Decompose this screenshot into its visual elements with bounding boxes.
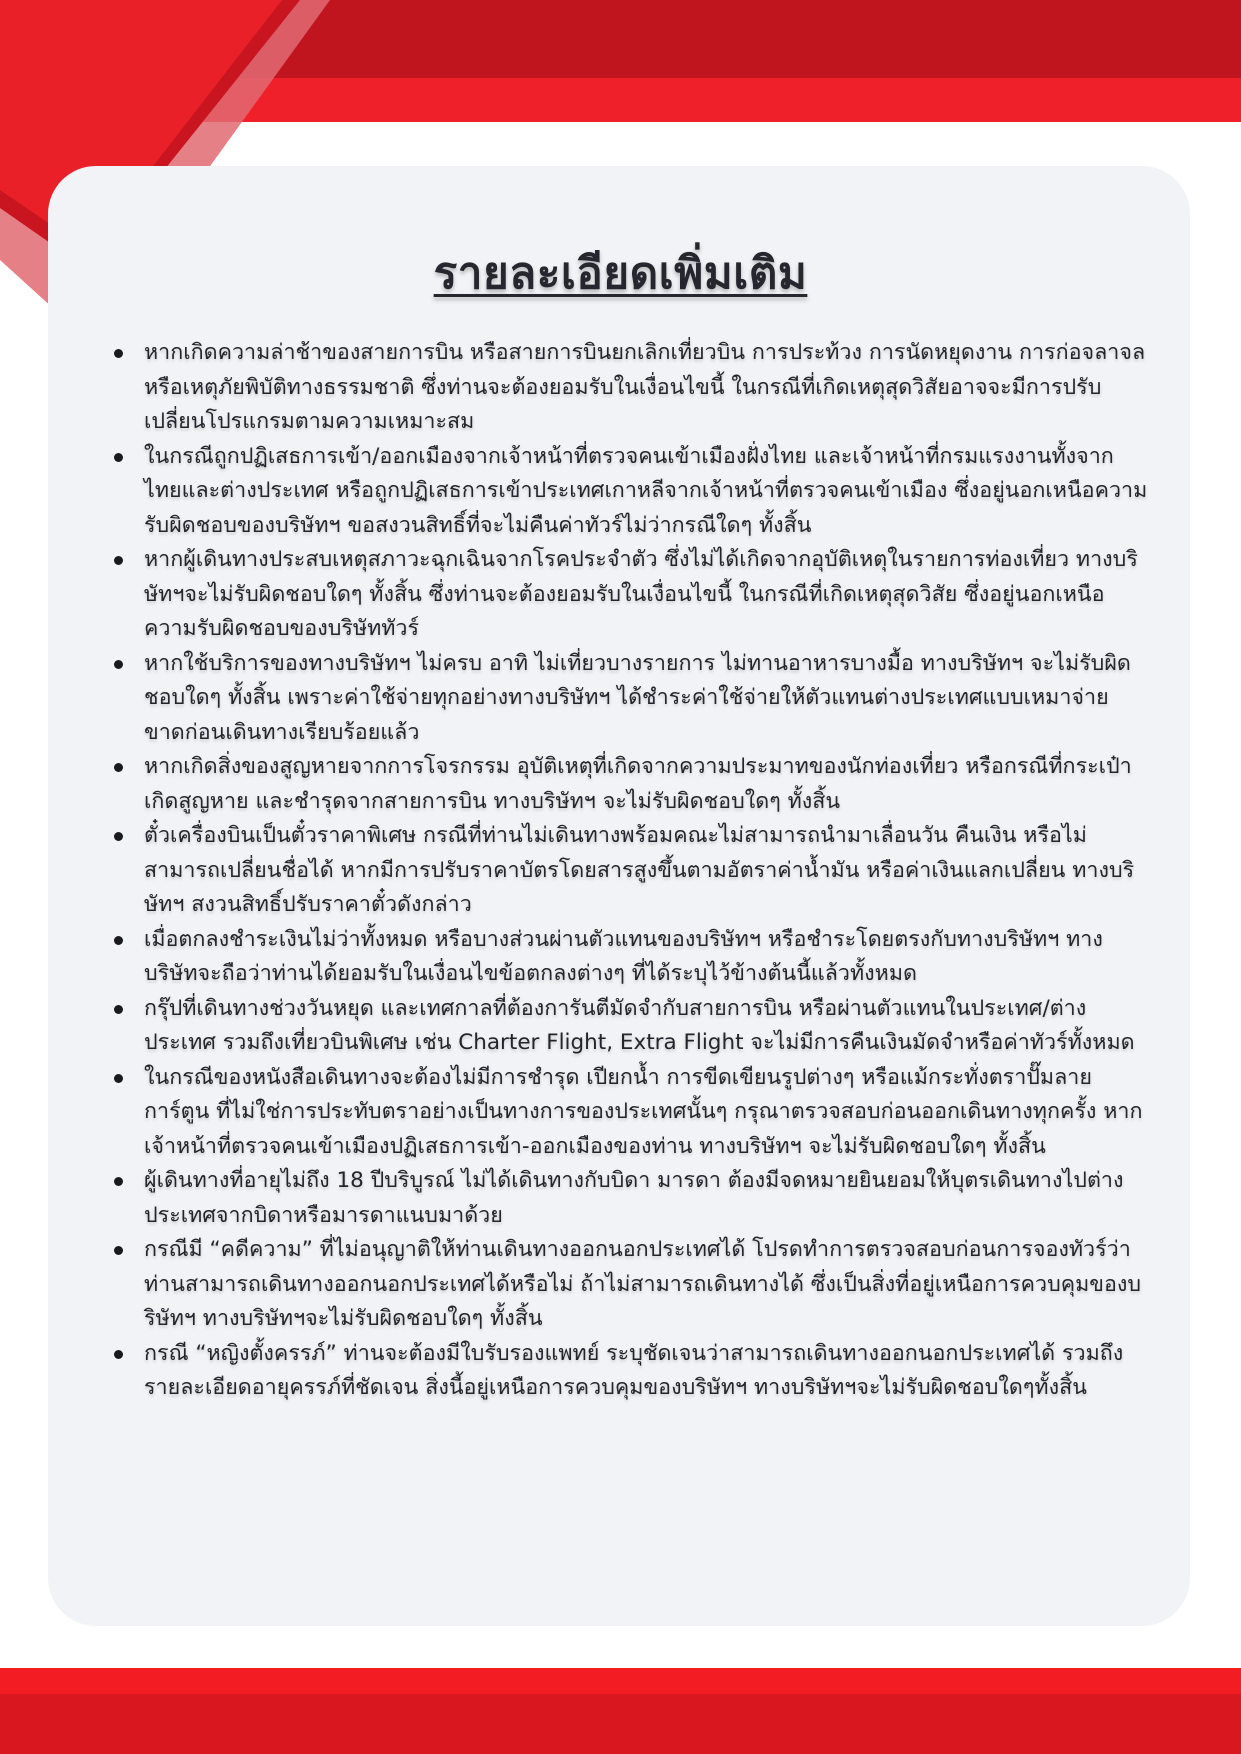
term-text: กรุ๊ปที่เดินทางช่วงวันหยุด และเทศกาลที่ต้องการันตีมัดจำกับสายการบิน หรือผ่านตัวแทนในประเทศ/ต่างประเทศ รวมถึงเที่ยวบินพิเศษ เช่น Charter Flight, Extra Flight จะไม่มีการคืนเงินมัดจำหรือค่าทัวร์ทั้งหมด: [144, 995, 1135, 1055]
term-text: ตั๋วเครื่องบินเป็นตั๋วราคาพิเศษ กรณีที่ท่านไม่เดินทางพร้อมคณะไม่สามารถนำมาเลื่อนวัน คืนเงิน หรือไม่สามารถเปลี่ยนชื่อได้ หากมีการปรับราคาบัตรโดยสารสูงขึ้นตามอัตราค่าน้ำมัน หรือค่าเงินแลกเปลี่ยน ทางบริษัทฯ สงวนสิทธิ์ปรับราคาตั๋วดังกล่าว: [144, 823, 1135, 917]
term-text: หากเกิดสิ่งของสูญหายจากการโจรกรรม อุบัติเหตุที่เกิดจากความประมาทของนักท่องเที่ยว หรือกรณีที่กระเป๋าเกิดสูญหาย และชำรุดจากสายการบิน ทางบริษัทฯ จะไม่รับผิดชอบใดๆ ทั้งสิ้น: [144, 754, 1132, 814]
term-text: หากผู้เดินทางประสบเหตุสภาวะฉุกเฉินจากโรคประจำตัว ซึ่งไม่ได้เกิดจากอุบัติเหตุในรายการท่องเที่ยว ทางบริษัทฯจะไม่รับผิดชอบใดๆ ทั้งสิ้น ซึ่งท่านจะต้องยอมรับในเงื่อนไขนี้ ในกรณีที่เกิดเหตุสุดวิสัย ซึ่งอยู่นอกเหนือความรับผิดชอบของบริษัททัวร์: [144, 547, 1138, 641]
list-item: [112, 750, 1148, 819]
term-text: กรณีมี “คดีความ” ที่ไม่อนุญาติให้ท่านเดินทางออกนอกประเทศได้ โปรดทำการตรวจสอบก่อนการจองทัวร์ว่าท่านสามารถเดินทางออกนอกประเทศได้หรือไม่ ถ้าไม่สามารถเดินทางได้ ซึ่งเป็นสิ่งที่อยู่เหนือการควบคุมของบริษัทฯ ทางบริษัทฯจะไม่รับผิดชอบใดๆ ทั้งสิ้น: [144, 1237, 1142, 1331]
list-item: [112, 1233, 1148, 1337]
term-text: หากเกิดความล่าช้าของสายการบิน หรือสายการบินยกเลิกเที่ยวบิน การประท้วง การนัดหยุดงาน การก่อจลาจล หรือเหตุภัยพิบัติทางธรรมชาติ ซึ่งท่านจะต้องยอมรับในเงื่อนไขนี้ ในกรณีที่เกิดเหตุสุดวิสัยอาจจะมีการปรับเปลี่ยนโปรแกรมตามความเหมาะสม: [144, 340, 1146, 434]
bottom-band-dark-stripe: [0, 1694, 1241, 1754]
list-item: [112, 1164, 1148, 1233]
list-item: [112, 1337, 1148, 1406]
bottom-decorative-band: [0, 1668, 1241, 1754]
term-text: ในกรณีถูกปฏิเสธการเข้า/ออกเมืองจากเจ้าหน้าที่ตรวจคนเข้าเมืองฝั่งไทย และเจ้าหน้าที่กรมแรงงานทั้งจากไทยและต่างประเทศ หรือถูกปฏิเสธการเข้าประเทศเกาหลีจากเจ้าหน้าที่ตรวจคนเข้าเมือง ซึ่งอยู่นอกเหนือความรับผิดชอบของบริษัทฯ ขอสงวนสิทธิ์ที่จะไม่คืนค่าทัวร์ไม่ว่ากรณีใดๆ ทั้งสิ้น: [144, 443, 1148, 538]
list-item: [112, 923, 1148, 992]
bullet-icon: [114, 763, 123, 772]
term-text: ผู้เดินทางที่อายุไม่ถึง 18 ปีบริบูรณ์ ไม่ได้เดินทางกับบิดา มารดา ต้องมีจดหมายยินยอมให้บุตรเดินทางไปต่างประเทศจากบิดาหรือมารดาแนบมาด้วย: [144, 1168, 1124, 1228]
bullet-icon: [114, 1246, 123, 1255]
bullet-icon: [114, 1005, 123, 1014]
bullet-icon: [114, 349, 123, 358]
page-title: รายละเอียดเพิ่มเติม: [433, 248, 808, 299]
bullet-icon: [114, 453, 123, 462]
list-item: [112, 336, 1148, 440]
term-text: กรณี “หญิงตั้งครรภ์” ท่านจะต้องมีใบรับรองแพทย์ ระบุชัดเจนว่าสามารถเดินทางออกนอกประเทศได้ รวมถึงรายละเอียดอายุครรภ์ที่ชัดเจน สิ่งนี้อยู่เหนือการควบคุมของบริษัทฯ ทางบริษัทฯจะไม่รับผิดชอบใดๆทั้งสิ้น: [144, 1340, 1124, 1400]
list-item: [112, 992, 1148, 1061]
bullet-icon: [114, 936, 123, 945]
bullet-icon: [114, 556, 123, 565]
list-item: [112, 440, 1148, 544]
bullet-icon: [114, 1074, 123, 1083]
term-text: หากใช้บริการของทางบริษัทฯ ไม่ครบ อาทิ ไม่เที่ยวบางรายการ ไม่ทานอาหารบางมื้อ ทางบริษัทฯ จะไม่รับผิดชอบใดๆ ทั้งสิ้น เพราะค่าใช้จ่ายทุกอย่างทางบริษัทฯ ได้ชำระค่าใช้จ่ายให้ตัวแทนต่างประเทศแบบเหมาจ่ายขาดก่อนเดินทางเรียบร้อยแล้ว: [144, 650, 1131, 745]
list-item: [112, 1061, 1148, 1165]
bullet-icon: [114, 1177, 123, 1186]
bullet-icon: [114, 660, 123, 669]
bullet-icon: [114, 1350, 123, 1359]
bullet-icon: [114, 832, 123, 841]
terms-list: [112, 336, 1148, 1406]
term-text: เมื่อตกลงชำระเงินไม่ว่าทั้งหมด หรือบางส่วนผ่านตัวแทนของบริษัทฯ หรือชำระโดยตรงกับทางบริษัทฯ ทางบริษัทจะถือว่าท่านได้ยอมรับในเงื่อนไขข้อตกลงต่างๆ ที่ได้ระบุไว้ข้างต้นนี้แล้วทั้งหมด: [144, 926, 1103, 986]
list-item: [112, 647, 1148, 751]
term-text: ในกรณีของหนังสือเดินทางจะต้องไม่มีการชำรุด เปียกน้ำ การขีดเขียนรูปต่างๆ หรือแม้กระทั่งตราปั๊มลายการ์ตูน ที่ไม่ใช่การประทับตราอย่างเป็นทางการของประเทศนั้นๆ กรุณาตรวจสอบก่อนออกเดินทางทุกครั้ง หากเจ้าหน้าที่ตรวจคนเข้าเมืองปฏิเสธการเข้า-ออกเมืองของท่าน ทางบริษัทฯ จะไม่รับผิดชอบใดๆ ทั้งสิ้น: [144, 1064, 1143, 1159]
bottom-band-light-stripe: [0, 1668, 1241, 1694]
list-item: [112, 543, 1148, 647]
list-item: [112, 819, 1148, 923]
